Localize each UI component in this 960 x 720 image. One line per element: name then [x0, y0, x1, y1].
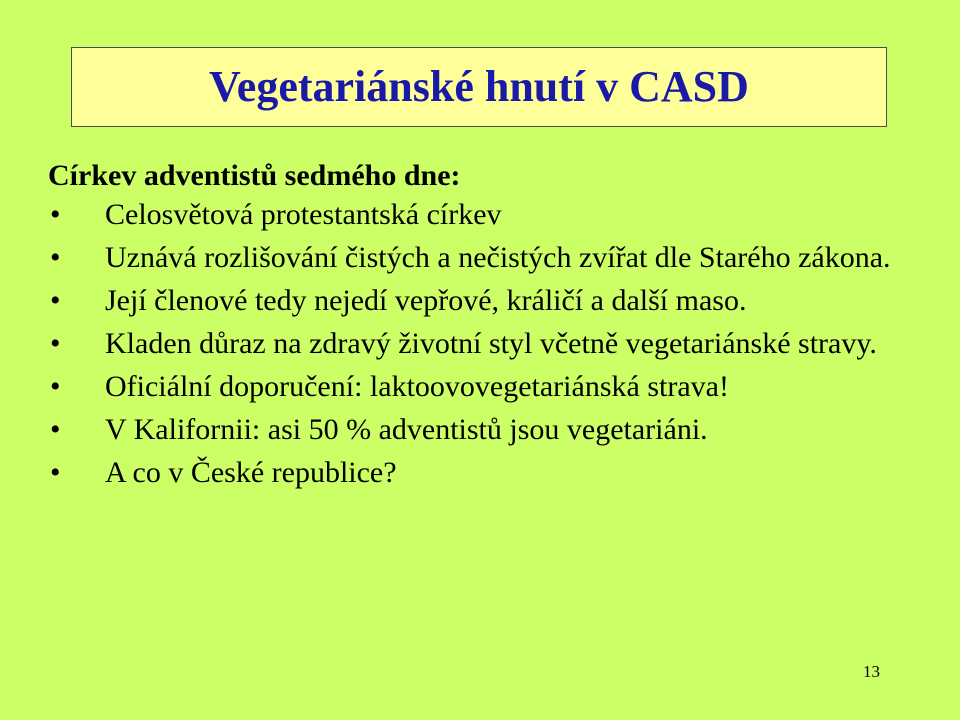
- bullet-icon: •: [50, 284, 61, 317]
- slide-title: Vegetariánské hnutí v CASD: [209, 62, 749, 111]
- bullet-icon: •: [50, 456, 61, 489]
- bullet-item: [48, 241, 918, 275]
- bullet-item: [48, 284, 918, 318]
- slide-number: 13: [863, 662, 880, 681]
- bullet-item: [48, 456, 918, 490]
- bullet-icon: •: [50, 241, 61, 274]
- bullet-text: Celosvětová protestantská církev: [105, 198, 502, 231]
- bullet-item: [48, 198, 918, 232]
- bullet-text: Uznává rozlišování čistých a nečistých zvířat dle Starého zákona.: [105, 241, 891, 274]
- bullet-icon: •: [50, 198, 61, 231]
- bullet-text: V Kalifornii: asi 50 % adventistů jsou vegetariáni.: [105, 413, 708, 446]
- title-box: [71, 47, 887, 127]
- bullet-icon: •: [50, 413, 61, 446]
- bullet-text: Její členové tedy nejedí vepřové, králičí a další maso.: [105, 284, 747, 317]
- content-heading: Církev adventistů sedmého dne:: [48, 159, 461, 192]
- bullet-text: Kladen důraz na zdravý životní styl včetně vegetariánské stravy.: [105, 327, 877, 360]
- bullet-item: [48, 370, 918, 404]
- bullet-icon: •: [50, 370, 61, 403]
- bullet-item: [48, 413, 918, 447]
- bullet-text: A co v České republice?: [105, 456, 397, 489]
- bullet-item: [48, 327, 918, 361]
- bullet-text: Oficiální doporučení: laktoovovegetariánská strava!: [105, 370, 729, 403]
- bullet-list: [48, 198, 918, 490]
- slide-content: [48, 156, 918, 490]
- bullet-icon: •: [50, 327, 61, 360]
